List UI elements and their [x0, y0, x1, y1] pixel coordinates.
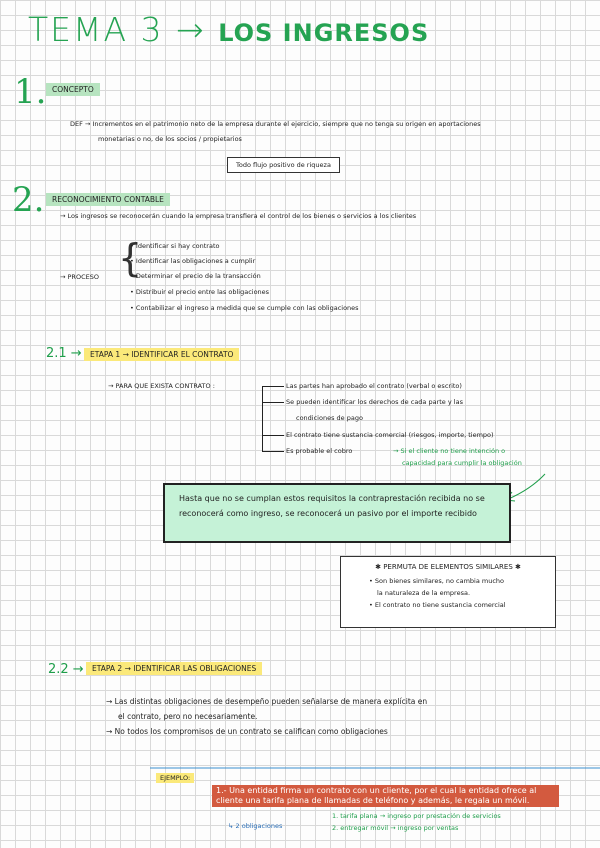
definition-line-1: DEF → Incrementos en el patrimonio neto de la empresa durante el ejercicio, siempre que no tenga su origen en aportaciones: [70, 120, 481, 128]
definition-box: Todo flujo positivo de riqueza: [227, 157, 340, 173]
process-step: • Determinar el precio de la transacción: [130, 272, 261, 280]
obligation-2: 2. entregar móvil → ingreso por ventas: [332, 824, 459, 832]
example-text: 1.- Una entidad firma un contrato con un cliente, por el cual la entidad ofrece al cliente una tarifa plana de llamadas de teléfono y además, le regala un móvil.: [212, 785, 559, 807]
process-brace: {: [118, 236, 143, 280]
permuta-title: ✱ PERMUTA DE ELEMENTOS SIMILARES ✱: [375, 563, 521, 571]
permuta-bullet-2: • El contrato no tiene sustancia comercial: [369, 601, 506, 609]
obligations-paragraph-2: → No todos los compromisos de un contrato se califican como obligaciones: [106, 727, 388, 736]
requirement-4: Es probable el cobro: [286, 447, 353, 455]
section-1-number: 1.: [14, 72, 47, 112]
requirement-4-note-cont: capacidad para cumplir la obligación: [402, 459, 522, 467]
definition-line-2: monetarias o no, de los socios / propietarios: [98, 135, 242, 143]
section-2-number: 2.: [12, 180, 45, 220]
process-step: • Distribuir el precio entre las obligaciones: [130, 288, 270, 296]
permuta-bullet-1-cont: la naturaleza de la empresa.: [377, 589, 471, 597]
requirement-2-cont: condiciones de pago: [296, 414, 363, 422]
section-2-2-heading: ETAPA 2 → IDENTIFICAR LAS OBLIGACIONES: [86, 662, 262, 675]
example-label: EJEMPLO:: [156, 773, 194, 783]
contract-lead: → PARA QUE EXISTA CONTRATO :: [108, 382, 215, 390]
title-arrow: →: [176, 10, 206, 49]
requirement-3: El contrato tiene sustancia comercial (riesgos, importe, tiempo): [286, 431, 494, 439]
obligation-1: 1. tarifa plana → ingreso por prestación de servicios: [332, 812, 501, 820]
permuta-bullet-1: • Son bienes similares, no cambia mucho: [369, 577, 505, 585]
requirement-2: Se pueden identificar los derechos de cada parte y las: [286, 398, 463, 406]
recognition-intro: → Los ingresos se reconocerán cuando la empresa transfiera el control de los bienes o servicios a los clientes: [60, 212, 417, 220]
permuta-box: [340, 556, 556, 628]
section-2-2-number: 2.2 →: [48, 662, 84, 677]
title-main: TEMA 3: [28, 10, 164, 49]
section-2-1-number: 2.1 →: [46, 346, 82, 361]
obligations-paragraph-1: → Las distintas obligaciones de desempeño pueden señalarse de manera explícita en: [106, 697, 428, 706]
obligations-paragraph-1-cont: el contrato, pero no necesariamente.: [118, 712, 258, 721]
process-label: → PROCESO: [60, 273, 99, 281]
section-1-heading: CONCEPTO: [46, 83, 100, 96]
process-step: • Identificar las obligaciones a cumplir: [130, 257, 256, 265]
requirement-1: Las partes han aprobado el contrato (verbal o escrito): [286, 382, 462, 390]
section-2-heading: RECONOCIMIENTO CONTABLE: [46, 193, 170, 206]
obligations-count: ↳ 2 obligaciones: [228, 822, 283, 830]
requirement-4-note: → Si el cliente no tiene intención o: [393, 447, 506, 455]
requirements-note-box: Hasta que no se cumplan estos requisitos la contraprestación recibida no se reconocerá como ingreso, se reconocerá un pasivo por el importe recibido: [163, 483, 511, 543]
title-rest: LOS INGRESOS: [218, 19, 430, 47]
section-2-1-heading: ETAPA 1 → IDENTIFICAR EL CONTRATO: [84, 348, 239, 361]
process-step: • Identificar si hay contrato: [130, 242, 220, 250]
process-step: • Contabilizar el ingreso a medida que se cumple con las obligaciones: [130, 304, 359, 312]
